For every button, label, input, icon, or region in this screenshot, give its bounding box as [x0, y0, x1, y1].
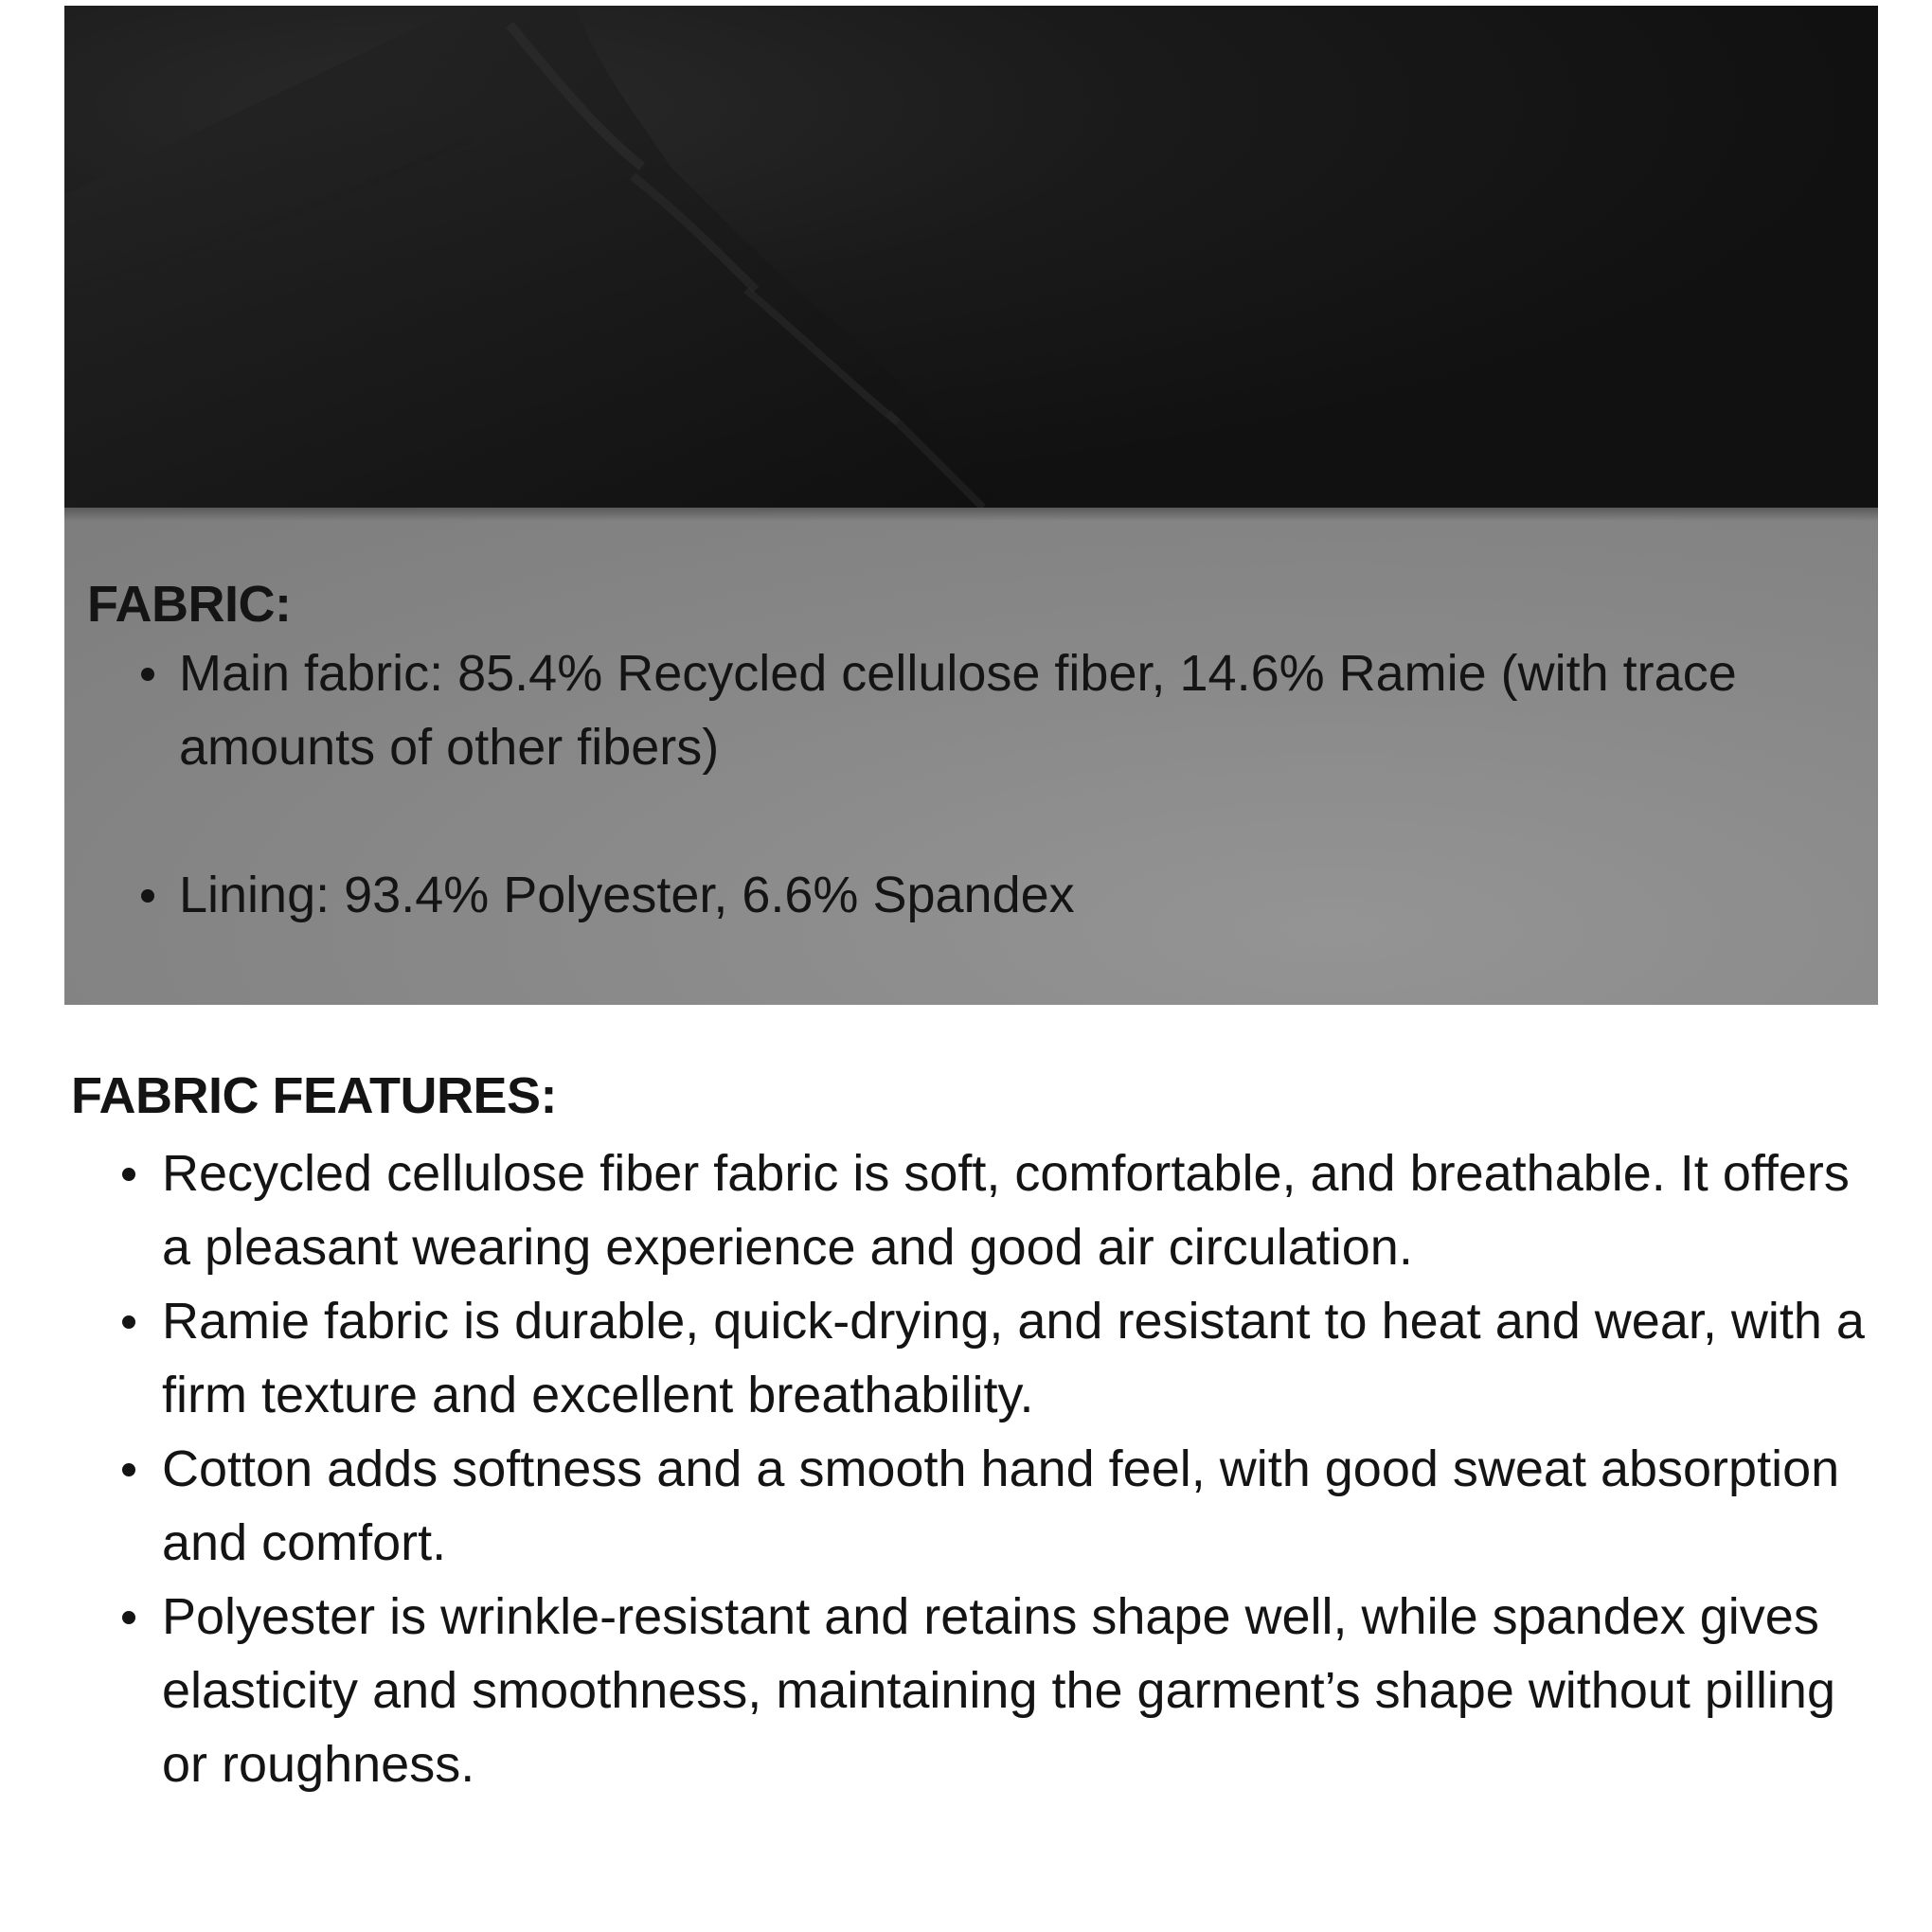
panel-edge-shadow — [64, 508, 1878, 521]
bullet-dot-icon — [141, 889, 154, 903]
list-item — [162, 1136, 1876, 1284]
list-item — [179, 858, 1846, 932]
feature-text: Cotton adds softness and a smooth hand feel, with good sweat absorption and comfort. — [162, 1440, 1840, 1571]
feature-text: Polyester is wrinkle-resistant and retains shape well, while spandex gives elasticity and smoothness, maintaining the garment’s shape without pilling or roughness. — [162, 1588, 1835, 1793]
bullet-dot-icon — [122, 1315, 135, 1329]
list-item — [162, 1432, 1876, 1580]
bullet-dot-icon — [122, 1463, 135, 1476]
fabric-features-heading: FABRIC FEATURES: — [71, 1067, 557, 1124]
fabric-gathered-seam-illustration — [64, 6, 1878, 508]
fabric-composition-list — [179, 636, 1846, 932]
black-fabric-closeup-image — [64, 6, 1878, 508]
main-fabric-text: Main fabric: 85.4% Recycled cellulose fiber, 14.6% Ramie (with trace amounts of other fibers) — [179, 645, 1737, 776]
fabric-heading: FABRIC: — [87, 576, 292, 633]
fabric-photo-card — [64, 6, 1878, 1005]
list-item — [162, 1580, 1876, 1801]
feature-text: Ramie fabric is durable, quick-drying, and resistant to heat and wear, with a firm texture and excellent breathability. — [162, 1293, 1865, 1423]
fabric-composition-panel — [64, 508, 1878, 1005]
list-item — [179, 636, 1846, 784]
list-item — [162, 1284, 1876, 1432]
bullet-dot-icon — [122, 1611, 135, 1624]
feature-text: Recycled cellulose fiber fabric is soft, comfortable, and breathable. It offers a pleasant wearing experience and good air circulation. — [162, 1145, 1850, 1276]
bullet-dot-icon — [141, 668, 154, 681]
bullet-dot-icon — [122, 1168, 135, 1181]
fabric-features-list — [162, 1136, 1876, 1801]
lining-text: Lining: 93.4% Polyester, 6.6% Spandex — [179, 867, 1075, 923]
